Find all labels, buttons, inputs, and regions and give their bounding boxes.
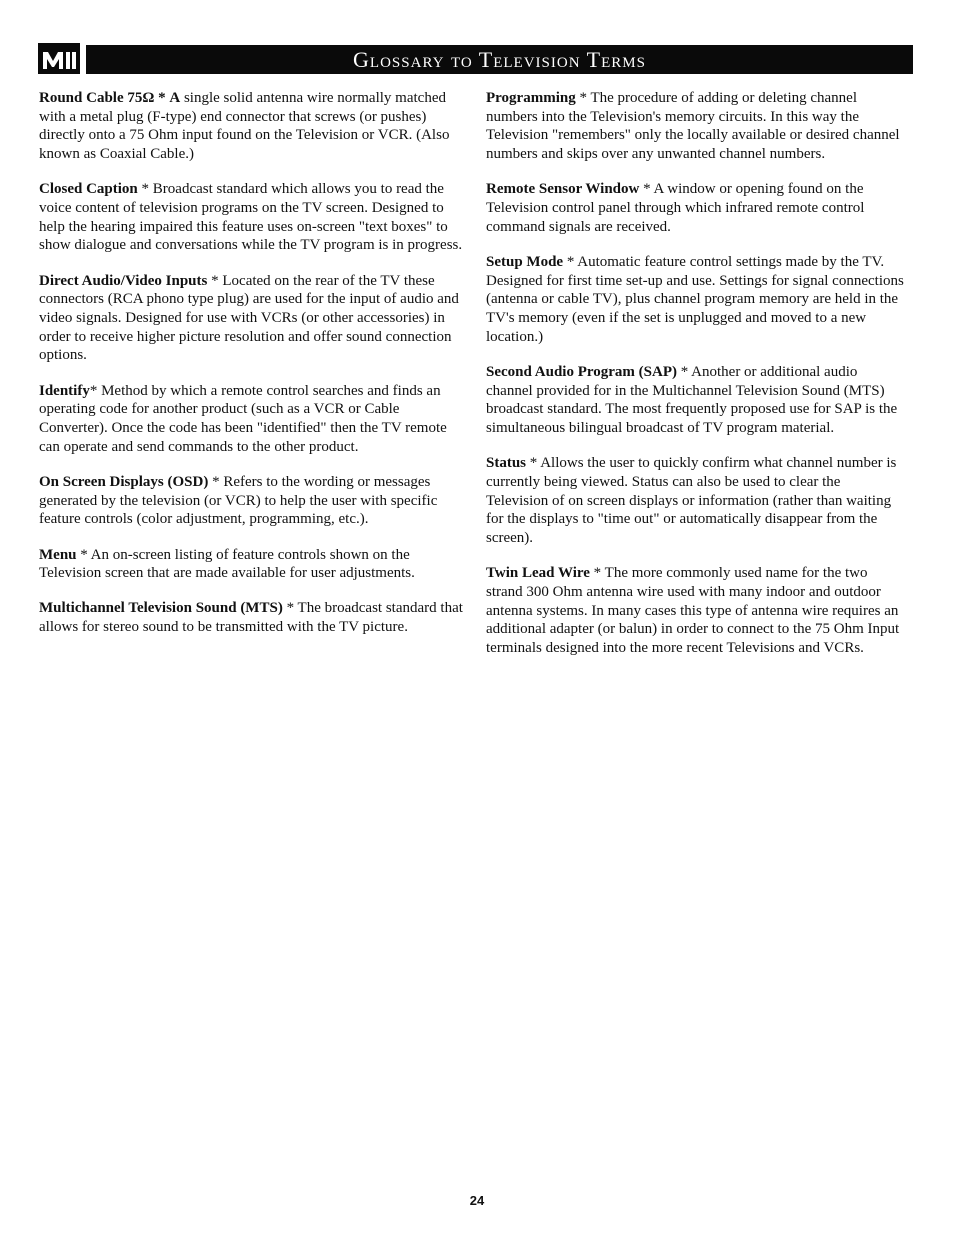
glossary-entry [39,180,465,255]
glossary-definition: * Another or additional audio channel provided for in the Multichannel Television Sound (MTS) broadcast standard. The most frequently proposed use for SAP is the simultaneous bilingual broadcast of TV program material. [486,363,898,437]
glossary-entry [39,473,465,529]
glossary-definition: * Method by which a remote control searches and finds an operating code for another product (such as a VCR or Cable Converter). Once the code has been "identified" then the TV remote can operate and send commands to the other product. [39,382,447,455]
glossary-entry [39,599,465,636]
glossary-entry [486,454,906,548]
glossary-entry [486,564,906,658]
glossary-definition: * Allows the user to quickly confirm what channel number is currently being viewed. Status can also be used to clear the Television of on screen displays or information (rather than waiting for the displays to "time out" or automatically disappear from the screen). [486,455,897,547]
logo-mark-icon [38,43,80,74]
glossary-entry [39,546,465,583]
glossary-term: Programming [486,90,576,106]
glossary-definition: * Located on the rear of the TV these connectors (RCA phono type plug) are used for the input of audio and video signals. Designed for use with VCRs (or other accessories) in order to receive higher picture resolution and offer sound connection options. [39,272,459,364]
glossary-definition: * The procedure of adding or deleting channel numbers into the Television's memory circuits. In this way the Television "remembers" only the locally available or desired channel numbers and skips over any unwanted channel numbers. [486,90,900,163]
glossary-term: Remote Sensor Window [486,181,640,198]
glossary-definition: single solid antenna wire normally matched with a metal plug (F-type) end connector that screws (or pushes) directly onto a 75 Ohm input found on the Television or VCR. (Also known as Coaxial Cable.) [39,90,450,163]
page-number: 24 [469,1193,485,1208]
glossary-term: Menu [39,546,77,563]
brand-logo-icon [38,43,80,74]
glossary-term: Setup Mode [486,253,564,270]
glossary-entry [39,89,465,164]
glossary-entry [486,89,906,164]
glossary-term: Round Cable 75Ω * A [39,90,181,106]
glossary-definition: * Broadcast standard which allows you to read the voice content of television programs on the TV screen. Designed to help the hearing impaired this feature uses on-screen "text boxes" to show dialogue and conversations while the TV program is in progress. [39,181,463,254]
glossary-term: Identify [39,382,90,399]
glossary-term: Status [486,455,527,472]
glossary-entry [486,253,906,347]
glossary-term: Second Audio Program (SAP) [486,363,677,380]
glossary-column-right [486,89,906,674]
glossary-entry [486,363,906,438]
glossary-definition: * Automatic feature control settings made by the TV. Designed for first time set-up and use. Settings for signal connections (antenna or cable TV), plus channel program memory are held in the TV's memory (even if the set is unplugged and moved to a new location.) [486,253,904,345]
glossary-term: Closed Caption [39,181,138,198]
glossary-term: Twin Lead Wire [486,565,590,582]
page-title: Glossary to Television Terms [86,45,913,74]
glossary-entry [39,382,465,457]
glossary-entry [39,272,465,366]
glossary-definition: * An on-screen listing of feature controls shown on the Television screen that are made available for user adjustments. [39,546,415,582]
glossary-term: On Screen Displays (OSD) [39,473,209,490]
glossary-term: Direct Audio/Video Inputs [39,272,208,289]
glossary-term: Multichannel Television Sound (MTS) [39,600,283,617]
glossary-definition: * The more commonly used name for the two strand 300 Ohm antenna wire used with many indoor and outdoor antenna systems. In many cases this type of antenna wire requires an additional adapter (or balun) in order to connect to the 75 Ohm Input terminals designed into the more recent Televisions and VCRs. [486,565,900,657]
section-header [38,43,913,74]
glossary-definition: * Refers to the wording or messages generated by the television (or VCR) to help the user with specific feature controls (color adjustment, programming, etc.). [39,473,438,528]
glossary-column-left [39,89,465,653]
glossary-entry [486,180,906,236]
glossary-definition: * A window or opening found on the Television control panel through which infrared remote control command signals are received. [486,181,865,235]
glossary-definition: * The broadcast standard that allows for stereo sound to be transmitted with the TV picture. [39,600,463,636]
